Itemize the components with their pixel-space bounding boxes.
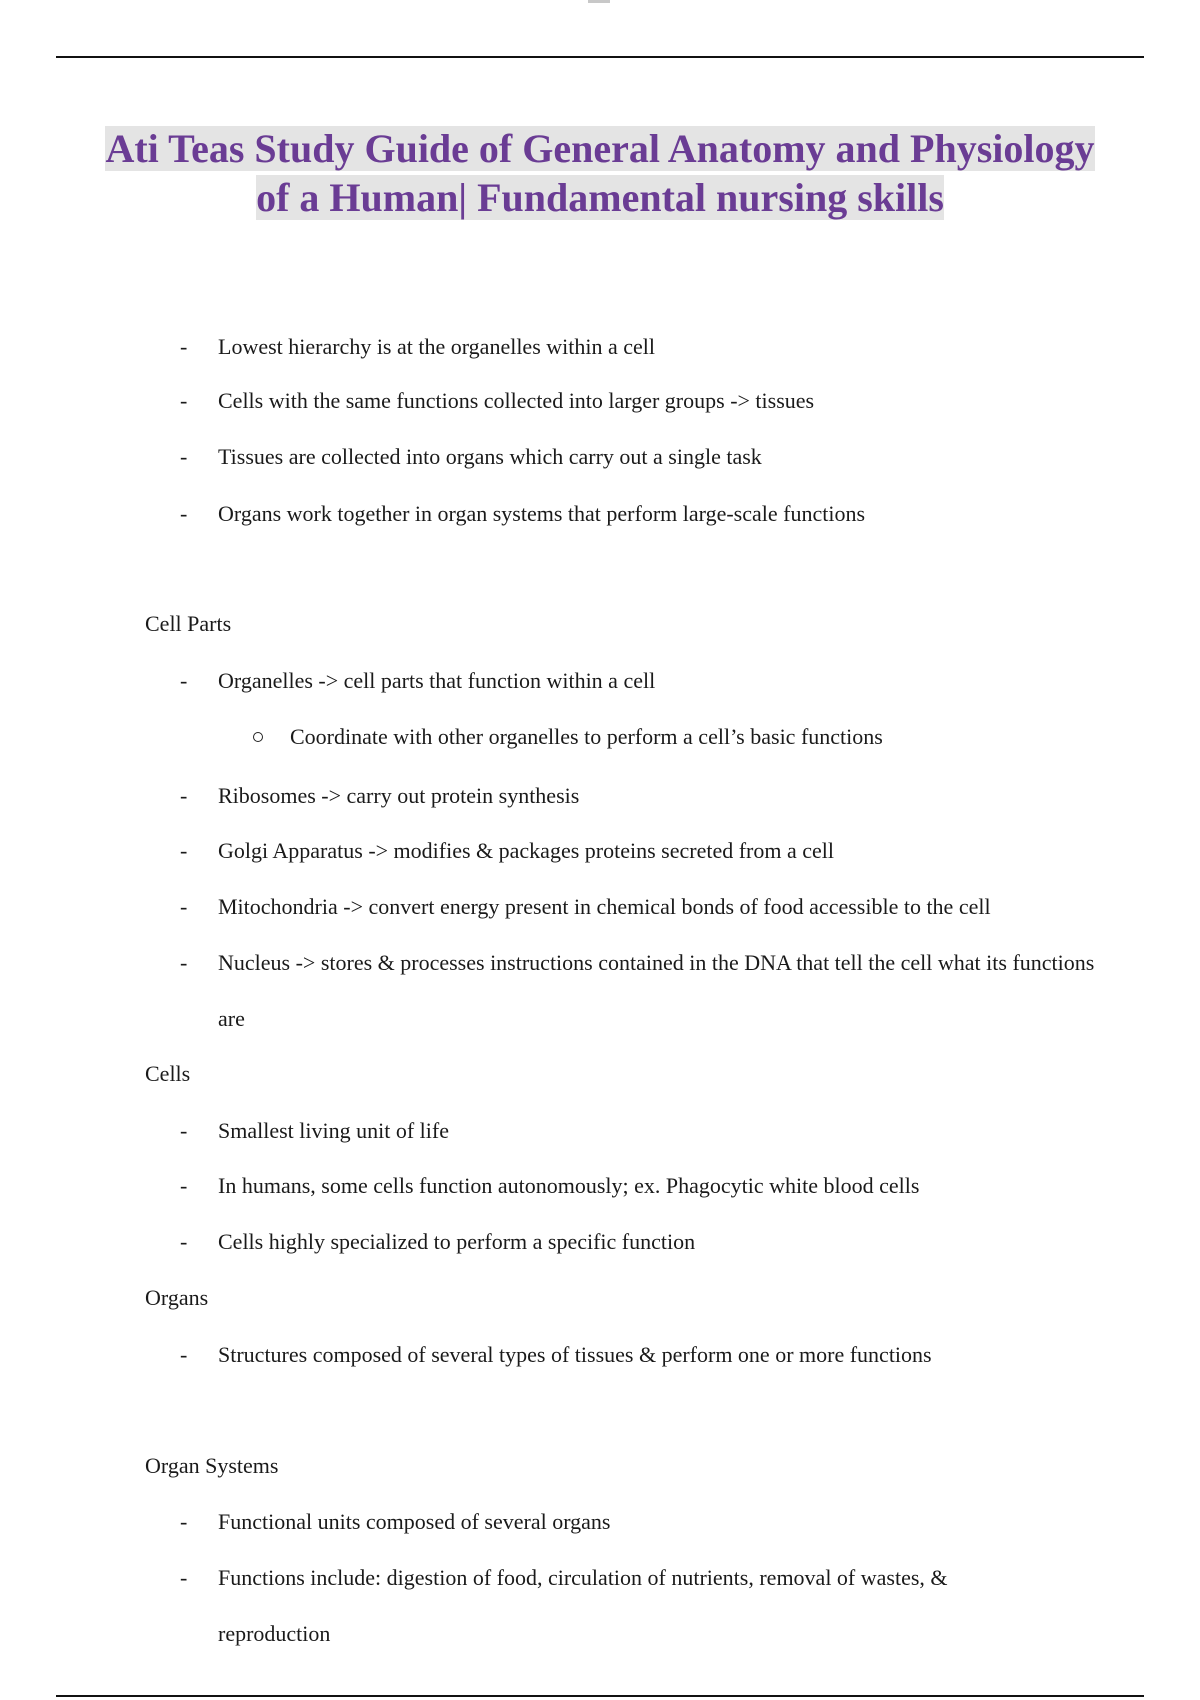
list-item-text: Golgi Apparatus -> modifies & packages proteins secreted from a cell (218, 838, 834, 863)
section-heading-cells: Cells (145, 1061, 191, 1086)
document-title (60, 124, 1140, 222)
footer-rule (56, 1695, 1144, 1697)
list-item-text: Ribosomes -> carry out protein synthesis (218, 783, 580, 808)
bullet-dash: - (180, 950, 188, 975)
list-item-text: Structures composed of several types of tissues & perform one or more functions (218, 1342, 932, 1367)
header-rule (56, 56, 1144, 58)
list-item-text: Mitochondria -> convert energy present in chemical bonds of food accessible to the cell (218, 894, 991, 919)
bullet-dash: - (180, 1118, 188, 1143)
title-line-2: of a Human| Fundamental nursing skills (256, 175, 944, 220)
title-line-1: Ati Teas Study Guide of General Anatomy and Physiology (105, 126, 1095, 171)
bullet-dash: - (180, 1565, 188, 1590)
bullet-dash: - (180, 894, 188, 919)
bullet-dash: - (180, 668, 188, 693)
bullet-dash: - (180, 501, 188, 526)
bullet-dash: - (180, 783, 188, 808)
list-item-text: Organs work together in organ systems that perform large-scale functions (218, 501, 866, 526)
list-item-text: Cells highly specialized to perform a specific function (218, 1229, 696, 1254)
bullet-dash: - (180, 444, 188, 469)
list-item-text: Smallest living unit of life (218, 1118, 449, 1143)
list-item-text: Functional units composed of several organs (218, 1509, 611, 1534)
list-item-text: Tissues are collected into organs which carry out a single task (218, 444, 762, 469)
circle-bullet-icon (253, 732, 263, 742)
list-item-text: Nucleus -> stores & processes instructions contained in the DNA that tell the cell what its functions are (218, 950, 1095, 1031)
bullet-dash: - (180, 1229, 188, 1254)
bullet-dash: - (180, 838, 188, 863)
section-heading-cell-parts: Cell Parts (145, 611, 232, 636)
section-heading-organs: Organs (145, 1285, 209, 1310)
list-item-text: Lowest hierarchy is at the organelles within a cell (218, 334, 656, 359)
sub-list-item-text: Coordinate with other organelles to perform a cell’s basic functions (290, 724, 883, 749)
bullet-dash: - (180, 388, 188, 413)
page-top-mark (588, 0, 610, 3)
list-item-text: Cells with the same functions collected into larger groups -> tissues (218, 388, 815, 413)
list-item-text: Organelles -> cell parts that function within a cell (218, 668, 656, 693)
bullet-dash: - (180, 1342, 188, 1367)
bullet-dash: - (180, 334, 188, 359)
bullet-dash: - (180, 1173, 188, 1198)
section-heading-organ-systems: Organ Systems (145, 1453, 279, 1478)
list-item-text: In humans, some cells function autonomously; ex. Phagocytic white blood cells (218, 1173, 920, 1198)
bullet-dash: - (180, 1509, 188, 1534)
list-item-text: Functions include: digestion of food, circulation of nutrients, removal of wastes, & reproduction (218, 1565, 948, 1646)
